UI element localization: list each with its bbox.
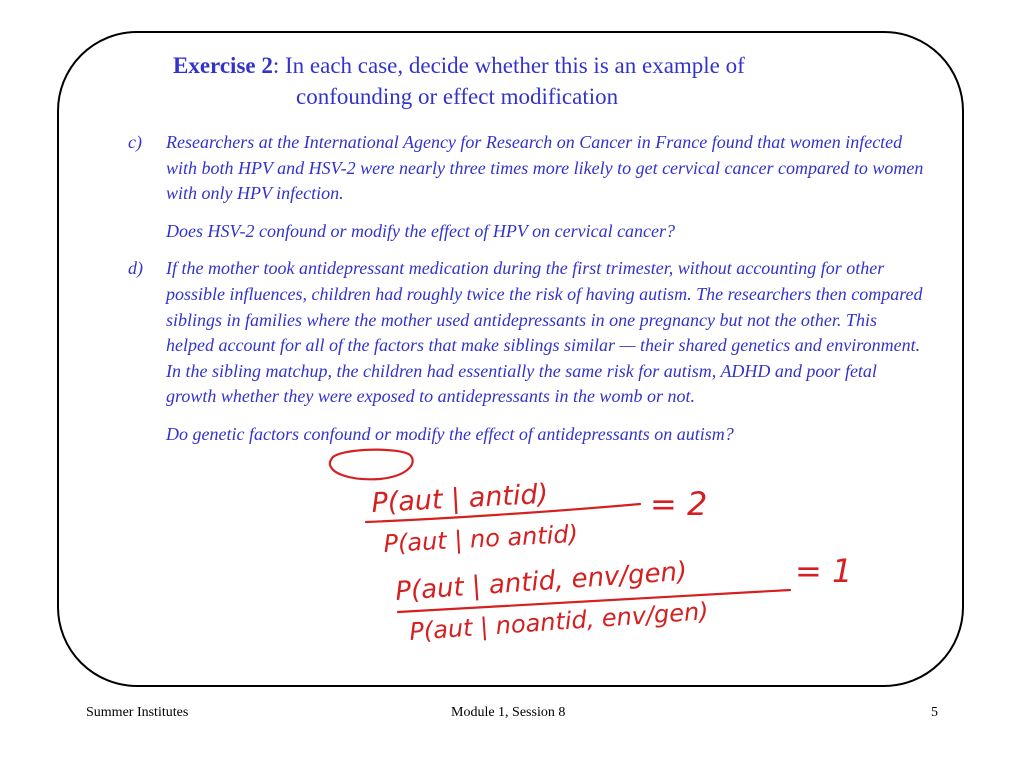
list-marker: c) (128, 132, 142, 152)
item-text: If the mother took antidepressant medication during the first trimester, without accounting for other possible influences, children had roughly twice the risk of having autism. The researchers then compared siblings in families where the mother used antidepressants in one pregnancy but not the other. This helped account for all of the factors that make siblings similar — their shared genetics and environment. In the sibling matchup, the children had essentially the same risk for autism, ADHD and poor fetal growth whether they were exposed to antidepressants in the womb or not. (166, 258, 923, 407)
title-line-2: confounding or effect modification (296, 84, 619, 109)
list-marker: d) (128, 258, 143, 279)
list-item-d (128, 256, 928, 410)
eq1-numerator: P(aut | antid) (370, 478, 549, 519)
slide-body (128, 130, 928, 460)
question-c: Does HSV-2 confound or modify the effect of HPV on cervical cancer? (166, 220, 676, 241)
slide-title (173, 50, 893, 112)
footer-institute: Summer Institutes (86, 705, 189, 720)
title-line-1: : In each case, decide whether this is an example of (272, 53, 745, 78)
item-text: Researchers at the International Agency for Research on Cancer in France found that women infected with both HPV and HSV-2 were nearly three times more likely to get cervical cancer compared to women with only HPV infection. (166, 132, 924, 204)
footer-page-number: 5 (931, 705, 938, 720)
eq2-result: = 1 (795, 552, 853, 590)
eq1-denominator: P(aut | no antid) (382, 519, 579, 558)
footer-session: Module 1, Session 8 (451, 705, 566, 720)
list-item-c (128, 130, 928, 207)
eq1-result: = 2 (650, 485, 708, 523)
question-d: Do genetic factors confound or modify the effect of antidepressants on autism? (166, 423, 734, 444)
eq2-denominator: P(aut | noantid, env/gen) (408, 597, 710, 646)
title-exercise-label: Exercise 2 (173, 53, 273, 78)
eq2-numerator: P(aut | antid, env/gen) (394, 556, 689, 607)
